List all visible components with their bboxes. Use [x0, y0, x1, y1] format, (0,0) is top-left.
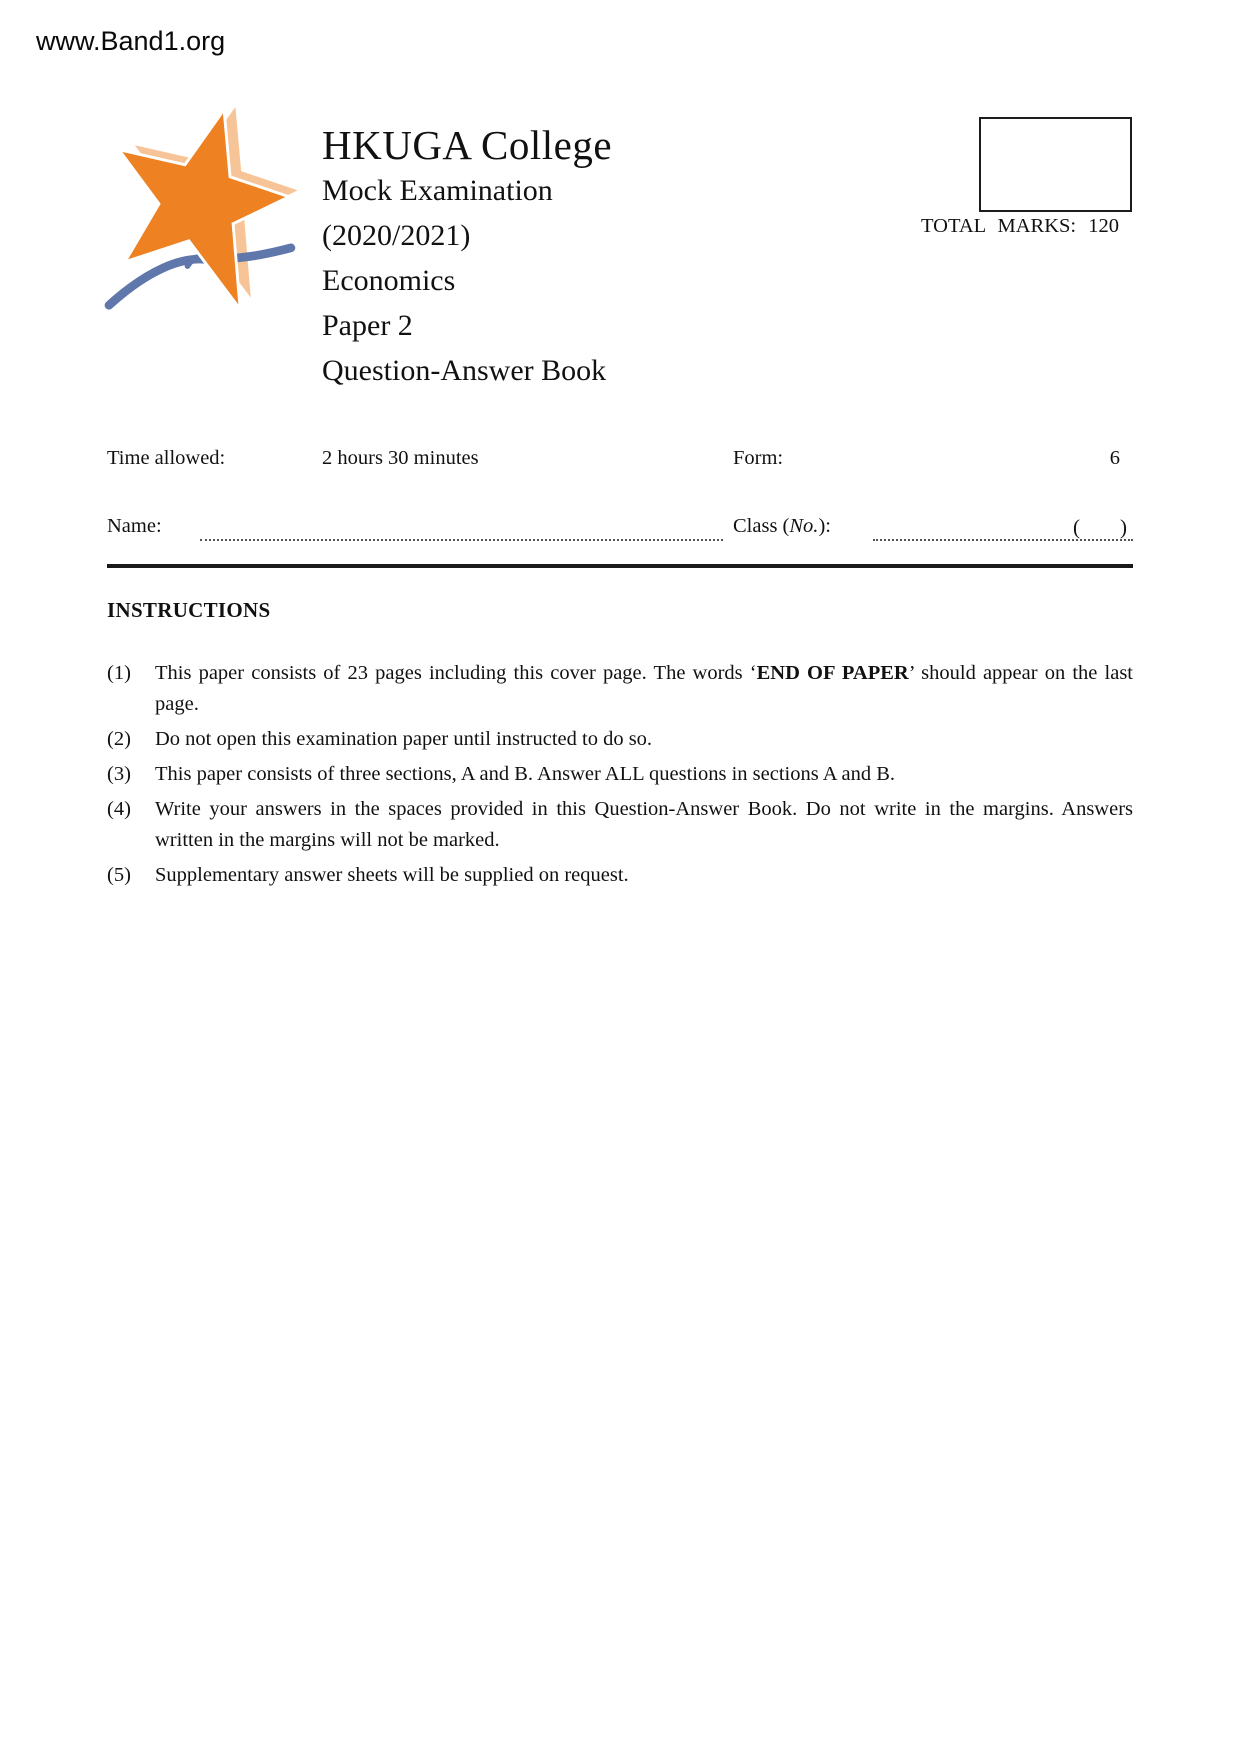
time-form-row	[107, 447, 1133, 475]
title-block	[322, 122, 612, 393]
instruction-item-2	[107, 724, 1133, 755]
instruction-number: (4)	[107, 798, 131, 820]
class-label: Class (No.):	[733, 515, 831, 537]
instruction-text: This paper consists of 23 pages including this cover page. The words ‘END OF PAPER’ should appear on the last page.	[155, 662, 1133, 715]
instructions-heading: INSTRUCTIONS	[107, 598, 271, 622]
instruction-item-3	[107, 759, 1133, 790]
exam-line-4: Paper 2	[322, 309, 413, 342]
instruction-item-1	[107, 658, 1133, 720]
instruction-item-4	[107, 794, 1133, 856]
school-logo	[101, 106, 297, 312]
total-marks-value: 120	[1088, 215, 1119, 237]
exam-line-5: Question-Answer Book	[322, 354, 607, 387]
instruction-text: This paper consists of three sections, A and B. Answer ALL questions in sections A and B.	[155, 763, 896, 785]
exam-line-3: Economics	[322, 264, 456, 297]
instruction-number: (1)	[107, 662, 131, 684]
form-label: Form:	[733, 447, 784, 469]
star-swoosh-logo-icon	[101, 106, 297, 312]
section-divider-rule	[107, 564, 1133, 568]
school-name: HKUGA College	[322, 122, 613, 168]
instruction-number: (2)	[107, 728, 131, 750]
class-number-field	[873, 515, 1133, 541]
instruction-number: (3)	[107, 763, 131, 785]
form-value: 6	[1109, 447, 1120, 469]
instruction-text: Write your answers in the spaces provided in this Question-Answer Book. Do not write in the margins. Answers written in the margins will not be marked.	[155, 798, 1133, 851]
name-class-row	[107, 515, 1133, 545]
instruction-text: Supplementary answer sheets will be supplied on request.	[155, 864, 629, 886]
instructions-list	[107, 658, 1133, 895]
marks-entry-box	[979, 117, 1132, 212]
total-marks	[921, 215, 1119, 238]
total-marks-label: TOTAL MARKS:	[920, 215, 1077, 237]
instruction-item-5	[107, 860, 1133, 891]
name-field	[200, 515, 723, 541]
exam-line-1: Mock Examination	[322, 174, 553, 207]
exam-line-2: (2020/2021)	[322, 219, 471, 252]
name-label: Name:	[107, 515, 162, 537]
site-watermark: www.Band1.org	[36, 26, 226, 56]
time-allowed-label: Time allowed:	[107, 447, 226, 469]
class-number-parens: ( )	[1073, 515, 1127, 539]
instruction-text: Do not open this examination paper until instructed to do so.	[155, 728, 653, 750]
time-allowed-value: 2 hours 30 minutes	[322, 447, 479, 469]
instruction-number: (5)	[107, 864, 131, 886]
